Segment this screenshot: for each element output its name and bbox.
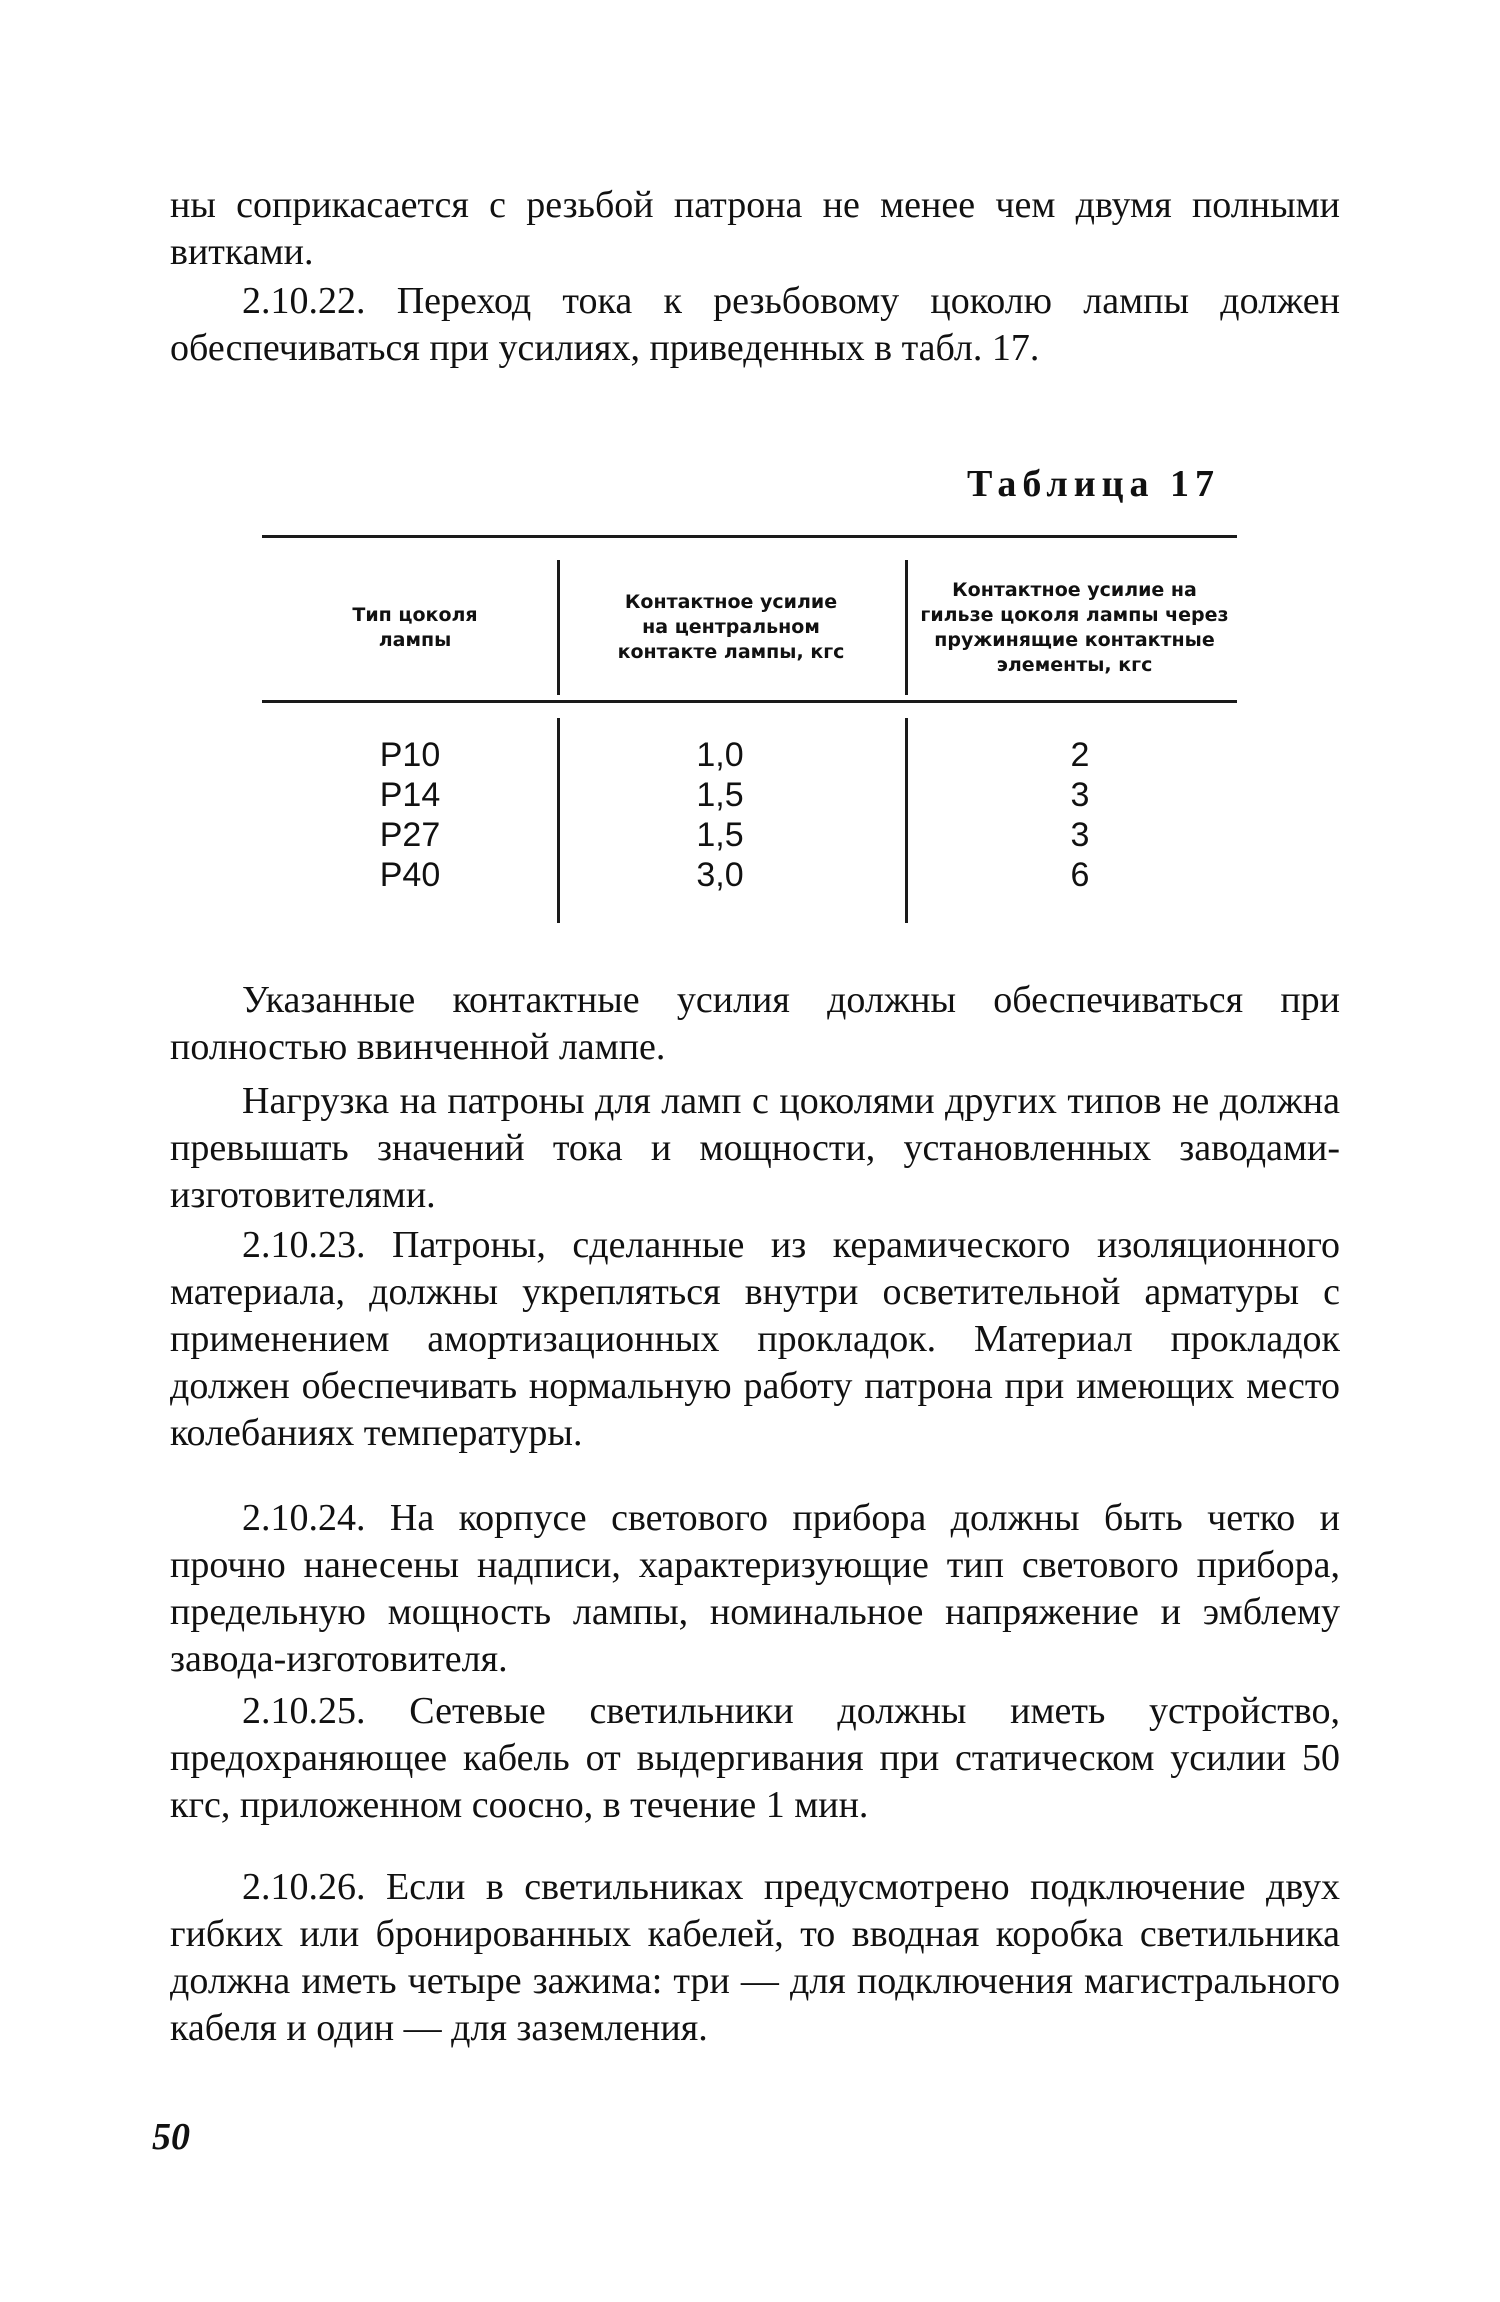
table-cell: 3 [1070, 776, 1090, 814]
table-caption: Таблица 17 [966, 463, 1220, 505]
table-cell: 1,5 [696, 816, 744, 854]
table-header-sleeve-force [912, 560, 1237, 695]
table-header-divider-1 [557, 560, 560, 695]
table-column-sleeve-force [1020, 735, 1140, 895]
table-cell: Р40 [379, 856, 441, 894]
paragraph-2-10-23: 2.10.23. Патроны, сделанные из керамического изоляционного материала, должны укрепляться внутри осветительной арматуры с применением амортизационных прокладок. Материал прокладок должен обеспечивать нормальную работу патрона при имеющих место колебаниях температуры. [170, 1224, 1340, 1454]
table-body-divider-2 [905, 718, 908, 923]
paragraph-load-on-sockets: Нагрузка на патроны для ламп с цоколями других типов не должна превышать значений тока и мощности, установленных заводами-изготовителями. [170, 1080, 1340, 1216]
paragraph-contact-forces: Указанные контактные усилия должны обеспечиваться при полностью ввинченной лампе. [170, 979, 1340, 1068]
table-header-base-type [280, 560, 550, 695]
page-number: 50 [152, 2116, 190, 2158]
table-cell: 6 [1070, 856, 1090, 894]
table-cell: 1,0 [696, 736, 744, 774]
table-body-divider-1 [557, 718, 560, 923]
paragraph-2-10-25: 2.10.25. Сетевые светильники должны иметь устройство, предохраняющее кабель от выдергивания при статическом усилии 50 кгс, приложенном соосно, в течение 1 мин. [170, 1690, 1340, 1826]
table-header-divider-2 [905, 560, 908, 695]
table-cell: 3,0 [696, 856, 744, 894]
table-cell: 3 [1070, 816, 1090, 854]
paragraph-2-10-26: 2.10.26. Если в светильниках предусмотрено подключение двух гибких или бронированных кабелей, то вводная коробка светильника должна иметь четыре зажима: три — для подключения магистрального кабеля и один — для заземления. [170, 1866, 1340, 2049]
paragraph-2-10-22: 2.10.22. Переход тока к резьбовому цоколю лампы должен обеспечиваться при усилиях, приведенных в табл. 17. [170, 280, 1340, 369]
table-column-base-type [330, 735, 490, 895]
table-top-rule [262, 535, 1237, 538]
table-cell: Р27 [379, 816, 441, 854]
paragraph-2-10-24: 2.10.24. На корпусе светового прибора должны быть четко и прочно нанесены надписи, характеризующие тип светового прибора, предельную мощность лампы, номинальное напряжение и эмблему завода-изготовителя. [170, 1497, 1340, 1680]
table-header-central-force [566, 560, 896, 695]
table-cell: 2 [1070, 736, 1090, 774]
table-cell: Р14 [379, 776, 441, 814]
table-cell: Р10 [379, 736, 441, 774]
table-header-text: Контактное усилие на центральном контакте лампы, кгс [617, 591, 845, 663]
table-header-rule [262, 700, 1237, 703]
paragraph-continuation: ны соприкасается с резьбой патрона не менее чем двумя полными витками. [170, 184, 1340, 273]
table-header-text: Тип цоколя лампы [352, 603, 478, 651]
table-header-text: Контактное усилие на гильзе цоколя лампы через пружинящие контактные элементы, кгс [920, 578, 1229, 676]
table-column-central-force [640, 735, 800, 895]
table-cell: 1,5 [696, 776, 744, 814]
